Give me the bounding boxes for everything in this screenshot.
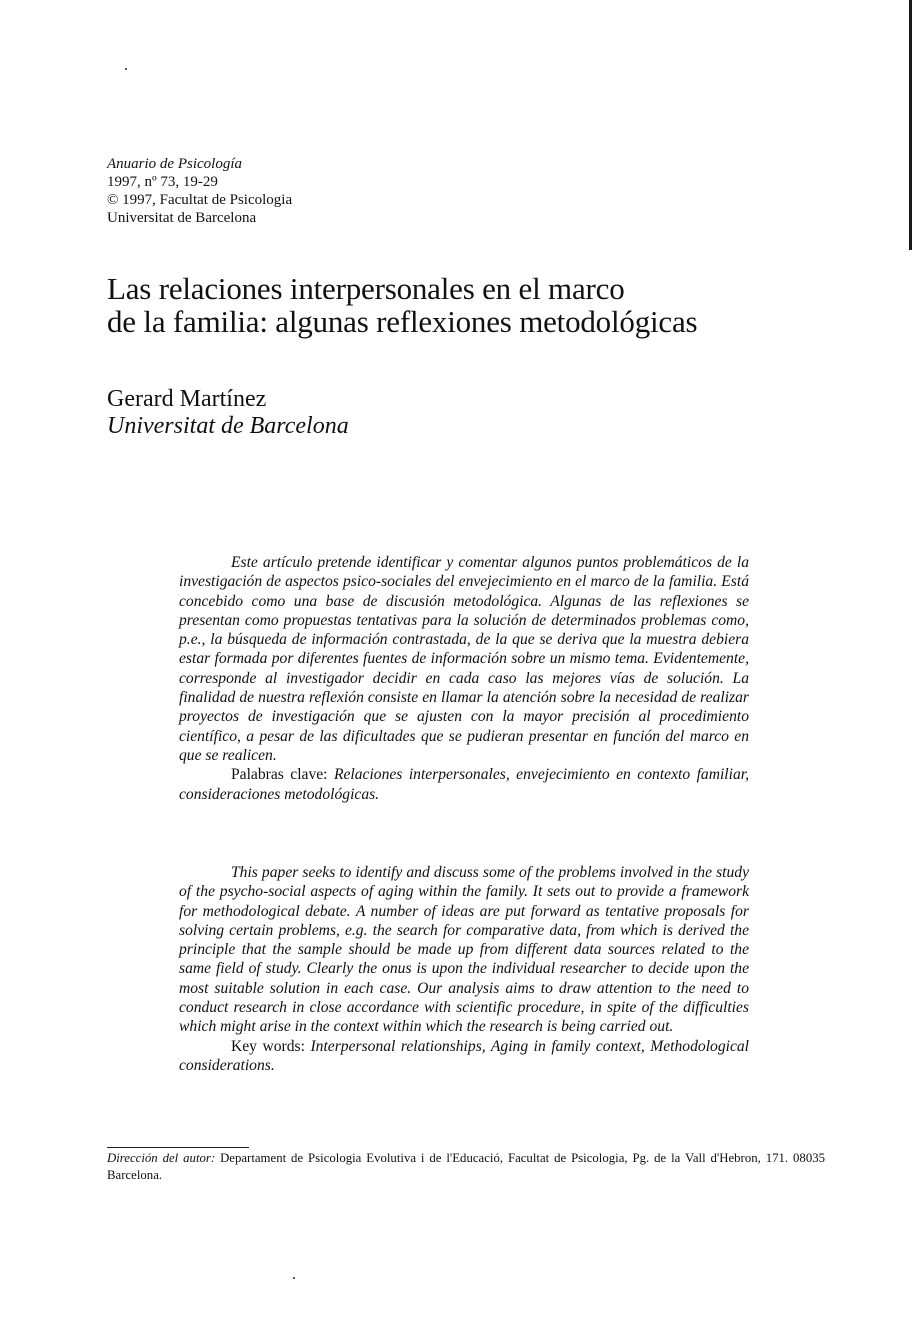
title-line-1: Las relaciones interpersonales en el marco [107, 271, 625, 306]
abstract-english-body: This paper seeks to identify and discuss some of the problems involved in the study of the psycho-social aspects of aging within the family. It sets out to provide a framework for methodological debate. A number of ideas are put forward as tentative proposals for solving certain problems, e.g. the search for comparative data, from which is derived the principle that the sample should be made up from different data sources related to the same field of study. Clearly the onus is upon the individual researcher to decide upon the most suitable solution in each case. Our analysis aims to draw attention to the need to conduct research in close accordance with scientific procedure, in spite of the difficulties which might arise in the context within which the research is being carried out. [179, 864, 749, 1036]
keywords-label: Palabras clave: [231, 766, 328, 784]
scan-speck [293, 1277, 295, 1279]
abstract-english [179, 863, 749, 1075]
journal-header [107, 155, 292, 227]
keywords-label: Key words: [231, 1037, 305, 1055]
journal-name: Anuario de Psicología [107, 156, 242, 172]
journal-issue: 1997, nº 73, 19-29 [107, 174, 218, 190]
footnote-text: Departament de Psicologia Evolutiva i de l'Educació, Facultat de Psicologia, Pg. de la Vall d'Hebron, 171. 08035 Barcelona. [107, 1151, 826, 1182]
abstract-spanish-body: Este artículo pretende identificar y comentar algunos puntos problemáticos de la investigación de aspectos psico-sociales del envejecimiento en el marco de la familia. Está concebido como una base de discusión metodológica. Algunas de las reflexiones se presentan como propuestas tentativas para la solución de determinados problemas como, p.e., la búsqueda de información contrastada, de la que se deriva que la muestra debiera estar formada por diferentes fuentes de información sobre un mismo tema. Evidentemente, corresponde al investigador decidir en cada caso las mejores vías de solución. La finalidad de nuestra reflexión consiste en llamar la atención sobre la necesidad de realizar proyectos de investigación que se ajusten con la mayor precisión al procedimiento científico, a pesar de las dificultades que se pudieran presentar en función del marco en que se realicen. [179, 554, 749, 764]
journal-university: Universitat de Barcelona [107, 210, 257, 226]
keywords-english [179, 1037, 749, 1076]
journal-copyright: © 1997, Facultat de Psicologia [107, 192, 293, 208]
scan-edge [909, 0, 912, 250]
title-line-2: de la familia: algunas reflexiones metodológicas [107, 304, 698, 339]
keywords-value: Relaciones interpersonales, envejecimiento en contexto familiar, consideraciones metodológicas. [179, 766, 749, 803]
footnote-label: Dirección del autor: [107, 1151, 216, 1165]
article-title [107, 272, 697, 338]
author-name: Gerard Martínez [107, 386, 267, 412]
keywords-value: Interpersonal relationships, Aging in family context, Methodological considerations. [179, 1037, 749, 1074]
footnote-divider [107, 1147, 249, 1148]
scan-speck [125, 68, 127, 70]
keywords-spanish [179, 765, 749, 804]
author-affiliation: Universitat de Barcelona [107, 413, 349, 439]
author-address-footnote [107, 1150, 825, 1184]
abstract-spanish [179, 553, 749, 804]
